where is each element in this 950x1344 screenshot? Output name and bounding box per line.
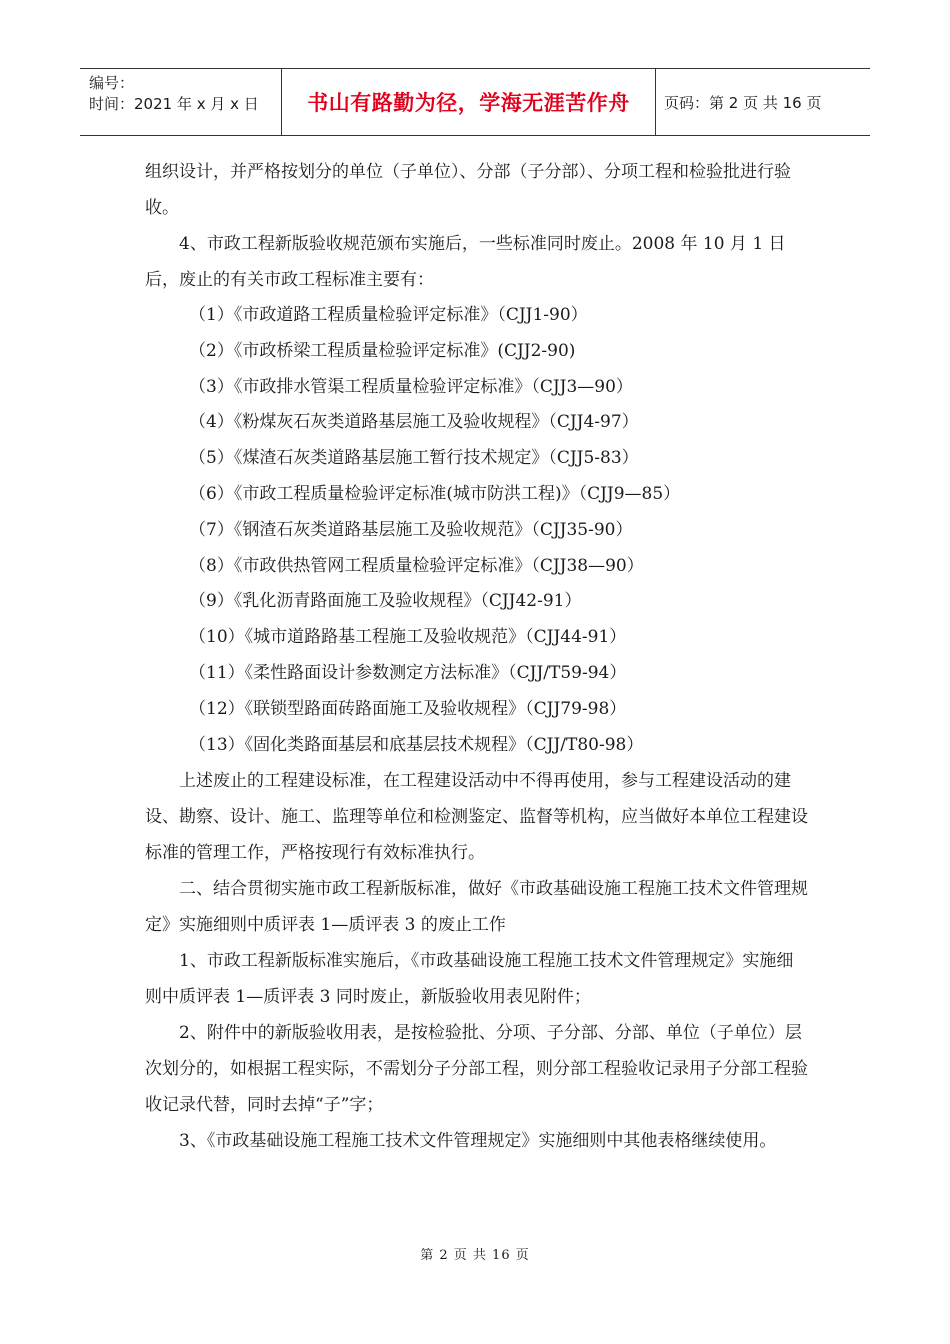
paragraph-continuation: 组织设计，并严格按划分的单位（子单位）、分部（子分部）、分项工程和检验批进行验收。 [145,162,791,218]
list-item: （4）《粉煤灰石灰类道路基层施工及验收规程》（CJJ4-97） [189,412,639,433]
list-item: （12）《联锁型路面砖路面施工及验收规程》（CJJ79-98） [189,698,627,719]
list-item: （13）《固化类路面基层和底基层技术规程》（CJJ/T80-98） [189,734,644,755]
list-item: （1）《市政道路工程质量检验评定标准》（CJJ1-90） [189,305,588,325]
list-item: （2）《市政桥梁工程质量检验评定标准》(CJJ2-90) [189,340,576,361]
paragraph-abolished-notice: 上述废止的工程建设标准，在工程建设活动中不得再使用，参与工程建设活动的建设、勘察、设计、施工、监理等单位和检测鉴定、监督等机构，应当做好本单位工程建设标准的管理工作，严格按现行有效标准执行。 [145,771,808,864]
header-motto: 书山有路勤为径，学海无涯苦作舟 [282,69,656,135]
list-item: （7）《钢渣石灰类道路基层施工及验收规范》（CJJ35-90） [189,519,633,540]
section-2-heading: 二、结合贯彻实施市政工程新版标准，做好《市政基础设施工程施工技术文件管理规定》实施细则中质评表 1—质评表 3 的废止工作 [145,879,808,936]
header-meta [80,69,282,135]
list-item: （11）《柔性路面设计参数测定方法标准》（CJJ/T59-94） [189,662,627,683]
list-item: （8）《市政供热管网工程质量检验评定标准》（CJJ38—90） [189,555,644,576]
page-header [80,68,870,136]
list-item: （6）《市政工程质量检验评定标准(城市防洪工程)》（CJJ9—85） [189,483,681,504]
document-number-label: 编号： [89,74,135,92]
paragraph-item-4: 4、市政工程新版验收规范颁布实施后，一些标准同时废止。2008 年 10 月 1 日后，废止的有关市政工程标准主要有： [145,234,786,290]
section-2-paragraph-1: 1、市政工程新版标准实施后，《市政基础设施工程施工技术文件管理规定》实施细则中质评表 1—质评表 3 同时废止，新版验收用表见附件； [145,951,794,1008]
list-item: （10）《城市道路路基工程施工及验收规范》（CJJ44-91） [189,627,627,648]
list-item: （9）《乳化沥青路面施工及验收规程》（CJJ42-91） [189,591,582,612]
list-item: （5）《煤渣石灰类道路基层施工暂行技术规定》（CJJ5-83） [189,448,639,469]
page-footer: 第 2 页 共 16 页 [420,1248,530,1263]
section-2-paragraph-3: 3、《市政基础设施工程施工技术文件管理规定》实施细则中其他表格继续使用。 [179,1131,777,1152]
section-2-paragraph-2: 2、附件中的新版验收用表，是按检验批、分项、子分部、分部、单位（子单位）层次划分的，如根据工程实际，不需划分子分部工程，则分部工程验收记录用子分部工程验收记录代替，同时去掉“子”字； [145,1023,808,1116]
header-page-number: 页码：第 2 页 共 16 页 [664,93,822,112]
document-body [145,154,810,1159]
document-date-label: 时间：2021 年 x 月 x 日 [89,95,259,113]
abolished-standards-list [145,298,810,763]
list-item: （3）《市政排水管渠工程质量检验评定标准》（CJJ3—90） [189,376,633,397]
